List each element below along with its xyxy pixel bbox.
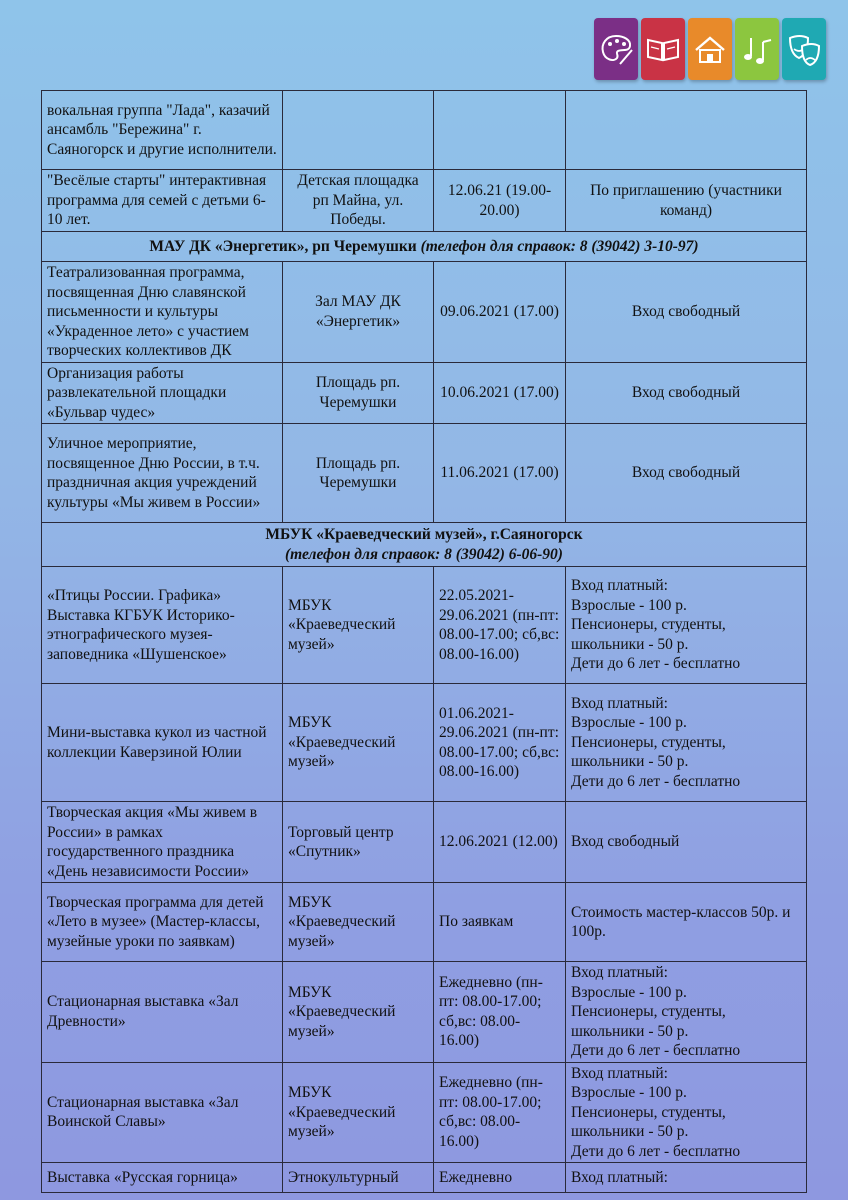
event-place: Площадь рп. Черемушки [283, 362, 434, 424]
music-notes-icon [739, 30, 775, 68]
event-name: Уличное мероприятие, посвященное Дню России, в т.ч. праздничная акция учреждений культуры «Мы живем в России» [42, 424, 283, 523]
section-phone: (телефон для справок: 8 (39042) 6-06-90) [285, 545, 563, 563]
table-row [42, 567, 807, 684]
event-entry: Вход платный: Взрослые - 100 р. Пенсионеры, студенты, школьники - 50 р. Дети до 6 лет - бесплатно [566, 962, 807, 1063]
section-header [42, 523, 807, 567]
event-place [283, 91, 434, 170]
event-place: Торговый центр «Спутник» [283, 802, 434, 883]
events-table [41, 90, 807, 1193]
event-entry: Вход свободный [566, 424, 807, 523]
event-date: 10.06.2021 (17.00) [434, 362, 566, 424]
event-name: Мини-выставка кукол из частной коллекции Каверзиной Юлии [42, 684, 283, 802]
book-icon [645, 30, 681, 68]
event-date: Ежедневно [434, 1163, 566, 1193]
logo-tile-orange [688, 18, 732, 80]
event-entry: По приглашению (участники команд) [566, 170, 807, 232]
table-row [42, 262, 807, 363]
event-entry: Вход свободный [566, 362, 807, 424]
table-row [42, 170, 807, 232]
event-place: МБУК «Краеведческий музей» [283, 684, 434, 802]
event-entry: Вход свободный [566, 262, 807, 363]
event-place: Площадь рп. Черемушки [283, 424, 434, 523]
event-entry [566, 91, 807, 170]
event-place: МБУК «Краеведческий музей» [283, 567, 434, 684]
section-title [42, 232, 807, 262]
table-row [42, 1062, 807, 1163]
event-name: Творческая акция «Мы живем в России» в рамках государственного праздника «День независимости России» [42, 802, 283, 883]
event-place: Этнокультурный [283, 1163, 434, 1193]
event-entry: Вход платный: Взрослые - 100 р. Пенсионеры, студенты, школьники - 50 р. Дети до 6 лет - бесплатно [566, 1062, 807, 1163]
event-name: Стационарная выставка «Зал Древности» [42, 962, 283, 1063]
event-entry: Вход платный: Взрослые - 100 р. Пенсионеры, студенты, школьники - 50 р. Дети до 6 лет - бесплатно [566, 567, 807, 684]
culture-logo [594, 18, 828, 82]
event-date [434, 91, 566, 170]
logo-tile-green [735, 18, 779, 80]
table-row [42, 883, 807, 962]
section-org: МАУ ДК «Энергетик», рп Черемушки [149, 237, 421, 255]
event-date: 12.06.2021 (12.00) [434, 802, 566, 883]
logo-tile-purple [594, 18, 638, 80]
section-header [42, 232, 807, 262]
event-entry: Стоимость мастер-классов 50р. и 100р. [566, 883, 807, 962]
section-title [42, 523, 807, 567]
table-row [42, 684, 807, 802]
logo-tile-teal [782, 18, 826, 80]
event-date: 09.06.2021 (17.00) [434, 262, 566, 363]
event-place: МБУК «Краеведческий музей» [283, 883, 434, 962]
event-name: Организация работы развлекательной площадки «Бульвар чудес» [42, 362, 283, 424]
table-row [42, 424, 807, 523]
event-entry: Вход платный: [566, 1163, 807, 1193]
event-place: Зал МАУ ДК «Энергетик» [283, 262, 434, 363]
event-name: «Птицы России. Графика» Выставка КГБУК Историко-этнографического музея-заповедника «Шушенское» [42, 567, 283, 684]
event-name: Творческая программа для детей «Лето в музее» (Мастер-классы, музейные уроки по заявкам) [42, 883, 283, 962]
event-entry: Вход свободный [566, 802, 807, 883]
event-date: 01.06.2021-29.06.2021 (пн-пт: 08.00-17.00; сб,вс: 08.00-16.00) [434, 684, 566, 802]
event-name: вокальная группа "Лада", казачий ансамбль "Бережина" г. Саяногорск и другие исполнители. [42, 91, 283, 170]
event-name: Театрализованная программа, посвященная Дню славянской письменности и культуры «Украденное лето» с участием творческих коллективов ДК [42, 262, 283, 363]
event-date: Ежедневно (пн-пт: 08.00-17.00; сб,вс: 08.00-16.00) [434, 962, 566, 1063]
table-row [42, 802, 807, 883]
house-icon [692, 30, 728, 68]
event-place: Детская площадка рп Майна, ул. Победы. [283, 170, 434, 232]
event-name: Выставка «Русская горница» [42, 1163, 283, 1193]
event-place: МБУК «Краеведческий музей» [283, 1062, 434, 1163]
event-date: По заявкам [434, 883, 566, 962]
event-name: Стационарная выставка «Зал Воинской Славы» [42, 1062, 283, 1163]
section-org: МБУК «Краеведческий музей», г.Саяногорск [265, 526, 583, 543]
table-row [42, 362, 807, 424]
palette-icon [598, 30, 634, 68]
table-row [42, 1163, 807, 1193]
logo-tile-red [641, 18, 685, 80]
event-date: Ежедневно (пн-пт: 08.00-17.00; сб,вс: 08.00-16.00) [434, 1062, 566, 1163]
table-row [42, 91, 807, 170]
event-date: 11.06.2021 (17.00) [434, 424, 566, 523]
event-date: 22.05.2021-29.06.2021 (пн-пт: 08.00-17.00; сб,вс: 08.00-16.00) [434, 567, 566, 684]
event-date: 12.06.21 (19.00-20.00) [434, 170, 566, 232]
event-place: МБУК «Краеведческий музей» [283, 962, 434, 1063]
section-phone: (телефон для справок: 8 (39042) 3-10-97) [420, 237, 699, 255]
theatre-masks-icon [786, 30, 822, 68]
table-row [42, 962, 807, 1063]
event-name: "Весёлые старты" интерактивная программа для семей с детьми 6-10 лет. [42, 170, 283, 232]
event-entry: Вход платный: Взрослые - 100 р. Пенсионеры, студенты, школьники - 50 р. Дети до 6 лет - бесплатно [566, 684, 807, 802]
